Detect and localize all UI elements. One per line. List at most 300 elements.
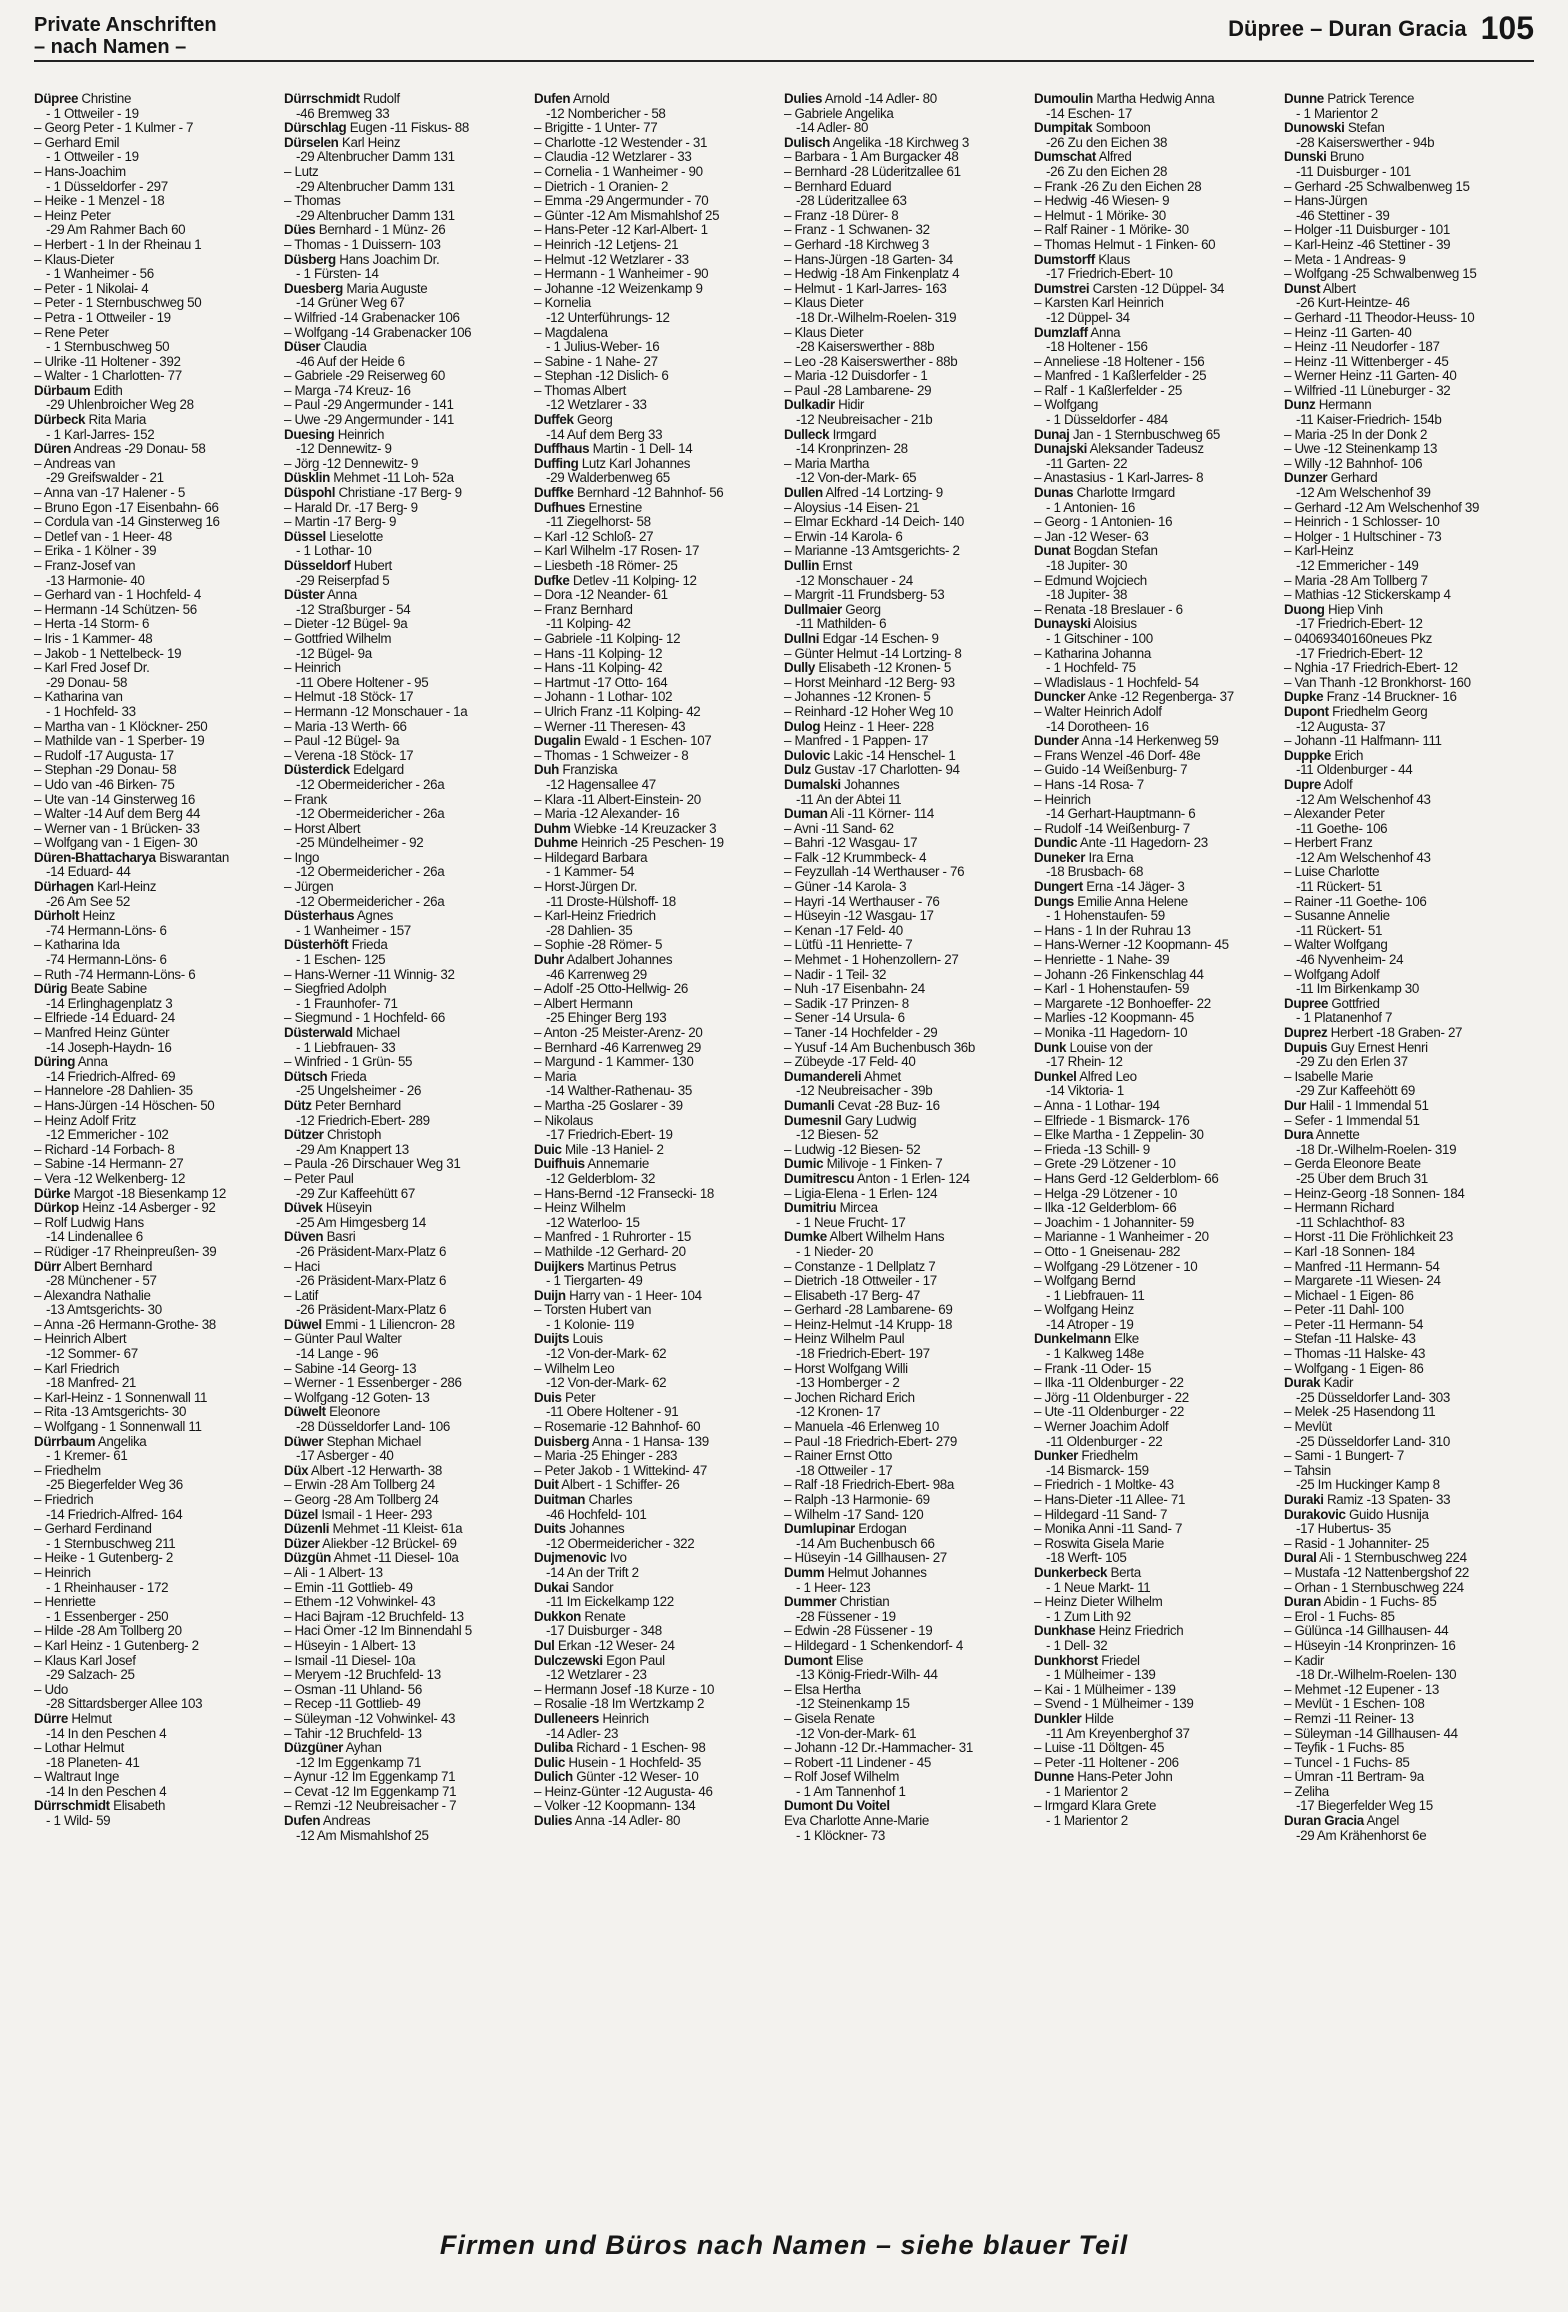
entry-details: Stephan Michael	[326, 1434, 422, 1449]
directory-entry	[784, 1201, 1030, 1216]
directory-entry	[534, 92, 780, 107]
directory-entry	[34, 836, 280, 851]
entry-details: – Luise Charlotte	[1284, 865, 1380, 880]
directory-entry	[284, 1493, 530, 1508]
directory-entry	[784, 836, 1030, 851]
surname: Dunder	[1034, 734, 1079, 749]
directory-entry	[1284, 1114, 1530, 1129]
directory-entry	[784, 617, 1030, 632]
entry-details: – Kai - 1 Mülheimer - 139	[1034, 1682, 1176, 1697]
entry-details: Somboon	[1095, 121, 1151, 136]
entry-details: -18 Ottweiler - 17	[796, 1463, 893, 1478]
directory-entry	[1034, 1055, 1280, 1070]
entry-details: Charlotte Irmgard	[1076, 486, 1175, 501]
directory-entry	[34, 1814, 280, 1829]
directory-entry	[1034, 1391, 1280, 1406]
directory-entry	[1284, 603, 1530, 618]
entry-details: Ernst	[822, 559, 852, 573]
entry-details: – Margrit -11 Frundsberg- 53	[784, 588, 945, 603]
directory-entry	[284, 442, 530, 457]
entry-details: – Hermann -14 Schützen- 56	[34, 602, 197, 617]
entry-details: -12 Obermeidericher - 322	[546, 1536, 695, 1551]
directory-entry	[1284, 515, 1530, 530]
entry-details: Heinz	[82, 909, 116, 924]
directory-entry	[34, 676, 280, 691]
entry-details: – Latif	[284, 1288, 319, 1303]
directory-entry	[534, 938, 780, 953]
directory-entry	[284, 1303, 530, 1318]
directory-entry	[1034, 1405, 1280, 1420]
directory-entry	[534, 180, 780, 195]
directory-entry	[784, 1697, 1030, 1712]
directory-entry	[284, 1697, 530, 1712]
directory-entry	[284, 238, 530, 253]
directory-entry	[1034, 471, 1280, 486]
entry-details: – Hüseyin -14 Kronprinzen- 16	[1284, 1638, 1456, 1653]
directory-entry	[534, 311, 780, 326]
entry-details: – Ute -11 Oldenburger - 22	[1034, 1405, 1184, 1420]
directory-entry	[1034, 92, 1280, 107]
directory-entry	[284, 209, 530, 224]
section-title-line2: – nach Namen –	[34, 36, 187, 58]
directory-entry	[784, 515, 1030, 530]
entry-details: Erdogan	[858, 1522, 907, 1537]
entry-details: -14 Atroper - 19	[1046, 1317, 1134, 1332]
surname: Dunayski	[1034, 617, 1091, 632]
surname: Dufen	[284, 1814, 321, 1829]
entry-details: – Bernhard -28 Lüderitzallee 61	[784, 164, 961, 179]
directory-entry	[284, 1376, 530, 1391]
entry-details: -14 Erlinghagenplatz 3	[46, 996, 173, 1011]
entry-details: – Hüseyin -12 Wasgau- 17	[784, 909, 934, 924]
entry-details: -18 Jupiter- 38	[1046, 588, 1128, 603]
directory-entry	[534, 1537, 780, 1552]
directory-entry	[534, 1697, 780, 1712]
surname: Dulczewski	[534, 1653, 603, 1668]
surname: Duhm	[534, 821, 571, 836]
entry-details: Bernhard -12 Bahnhof- 56	[576, 486, 724, 501]
directory-entry	[1284, 369, 1530, 384]
surname: Dunker	[1034, 1449, 1079, 1464]
entry-details: -28 Dahlien- 35	[546, 923, 633, 938]
directory-entry	[784, 1435, 1030, 1450]
entry-details: – Ali - 1 Albert- 13	[284, 1565, 383, 1580]
directory-entry	[34, 1114, 280, 1129]
directory-entry	[534, 1011, 780, 1026]
entry-details: - 1 Mülheimer - 139	[1046, 1668, 1156, 1683]
directory-entry	[34, 909, 280, 924]
directory-entry	[1284, 836, 1530, 851]
entry-details: -29 Am Knappert 13	[296, 1142, 409, 1157]
entry-details: Egon Paul	[606, 1653, 665, 1668]
directory-entry	[534, 1157, 780, 1172]
entry-details: – Peter - 1 Sternbuschweg 50	[34, 296, 202, 311]
directory-entry	[534, 705, 780, 720]
entry-details: Charles	[588, 1493, 633, 1507]
directory-entry	[284, 647, 530, 662]
entry-details: – Mevlüt - 1 Eschen- 108	[1284, 1697, 1425, 1712]
entry-details: -12 Obermeidericher - 26a	[296, 865, 445, 880]
surname: Düser	[284, 340, 321, 355]
directory-entry	[534, 1610, 780, 1625]
directory-entry	[784, 1522, 1030, 1537]
entry-details: – Wolfgang van - 1 Eigen- 30	[34, 836, 198, 851]
directory-entry	[534, 1449, 780, 1464]
entry-details: - 1 Ottweiler - 19	[46, 106, 139, 121]
directory-entry	[784, 778, 1030, 793]
directory-entry	[1284, 486, 1530, 501]
directory-entry	[784, 1128, 1030, 1143]
surname: Duijkers	[534, 1259, 585, 1274]
directory-entry	[34, 1595, 280, 1610]
surname: Duhme	[534, 836, 578, 851]
entry-details: -25 Ungelsheimer - 26	[296, 1084, 422, 1099]
entry-details: – Osman -11 Uhland- 56	[284, 1682, 422, 1697]
directory-entry	[1284, 924, 1530, 939]
entry-details: – Margarete -12 Bonhoeffer- 22	[1034, 996, 1211, 1011]
entry-details: – Frieda -13 Schill- 9	[1034, 1142, 1150, 1157]
entry-details: – Hedwig -46 Wiesen- 9	[1034, 194, 1170, 209]
directory-entry	[1284, 1376, 1530, 1391]
surname: Dunski	[1284, 150, 1327, 165]
directory-entry	[34, 282, 280, 297]
entry-details: – Ralf - 1 Kaßlerfelder - 25	[1034, 383, 1182, 398]
entry-details: Georg	[576, 413, 613, 428]
directory-entry	[284, 136, 530, 151]
entry-details: -17 Friedrich-Ebert- 12	[1296, 646, 1423, 661]
directory-entry	[534, 501, 780, 516]
directory-entry	[784, 1260, 1030, 1275]
surname: Dunowski	[1284, 121, 1345, 136]
entry-details: – Hans-Jürgen	[1284, 194, 1368, 209]
entry-details: -12 Am Welschenhof 43	[1296, 850, 1431, 865]
directory-entry	[284, 1230, 530, 1245]
entry-details: -11 Im Eickelkamp 122	[546, 1595, 674, 1610]
directory-entry	[1034, 632, 1280, 647]
directory-entry	[34, 1449, 280, 1464]
directory-entry	[34, 1143, 280, 1158]
directory-entry	[784, 1391, 1030, 1406]
directory-entry	[284, 880, 530, 895]
directory-entry	[534, 1624, 780, 1639]
directory-entry	[784, 384, 1030, 399]
entry-details: Emilie Anna Helene	[1077, 894, 1188, 909]
directory-entry	[534, 603, 780, 618]
surname: Dürr	[34, 1259, 61, 1274]
entry-details: – Gülünca -14 Gillhausen- 44	[1284, 1624, 1449, 1639]
entry-details: – Walter Wolfgang	[1284, 938, 1388, 953]
entry-details: – Hermann - 1 Wanheimer - 90	[534, 267, 709, 282]
entry-details: – Werner van - 1 Brücken- 33	[34, 821, 200, 836]
directory-entry	[34, 1420, 280, 1435]
directory-entry	[534, 1420, 780, 1435]
directory-entry	[284, 851, 530, 866]
directory-entry	[1284, 1581, 1530, 1596]
entry-details: – Detlef van - 1 Heer- 48	[34, 529, 172, 544]
entry-details: Heinrich	[337, 427, 385, 442]
directory-entry	[1034, 1260, 1280, 1275]
entry-details: -11 Obere Holtener - 91	[546, 1405, 679, 1420]
directory-entry	[534, 194, 780, 209]
directory-entry	[34, 661, 280, 676]
entry-details: – Karl Fred Josef Dr.	[34, 661, 150, 676]
directory-entry	[284, 107, 530, 122]
entry-details: – Herbert Franz	[1284, 836, 1373, 851]
entry-details: Biswarantan	[159, 850, 229, 865]
entry-details: -11 Mathilden- 6	[796, 617, 887, 632]
directory-entry	[284, 1070, 530, 1085]
entry-details: – Gerda Eleonore Beate	[1284, 1157, 1421, 1172]
directory-entry	[534, 150, 780, 165]
directory-entry	[784, 150, 1030, 165]
entry-details: Aliekber -12 Brückel- 69	[322, 1536, 457, 1551]
entry-details: Annemarie	[587, 1157, 650, 1172]
entry-details: – Remzi -12 Neubreisacher - 7	[284, 1799, 457, 1814]
entry-details: – Gottfried Wilhelm	[284, 631, 392, 646]
entry-details: – Mathilde -12 Gerhard- 20	[534, 1244, 686, 1259]
entry-details: -18 Holtener - 156	[1046, 340, 1148, 355]
surname: Duppke	[1284, 748, 1332, 763]
entry-details: Detlev -11 Kolping- 12	[572, 573, 697, 588]
entry-details: – Nuh -17 Eisenbahn- 24	[784, 982, 925, 997]
directory-entry	[784, 953, 1030, 968]
entry-details: - 1 Hochfeld- 75	[1046, 661, 1136, 676]
directory-entry	[284, 428, 530, 443]
directory-entry	[784, 1829, 1030, 1844]
directory-entry	[784, 340, 1030, 355]
directory-entry	[284, 1420, 530, 1435]
entry-details: -26 Zu den Eichen 38	[1046, 135, 1168, 150]
entry-details: – Hüseyin -14 Gillhausen- 27	[784, 1551, 947, 1566]
entry-details: – Horst Wolfgang Willi	[784, 1361, 908, 1376]
entry-details: – Thomas - 1 Schweizer - 8	[534, 748, 689, 763]
directory-entry	[534, 953, 780, 968]
entry-details: -29 Altenbrucher Damm 131	[296, 150, 455, 165]
directory-entry	[1284, 982, 1530, 997]
directory-entry	[784, 1216, 1030, 1231]
entry-details: – Gerhard -12 Am Welschenhof 39	[1284, 500, 1480, 515]
entry-details: – Johannes -12 Kronen- 5	[784, 690, 931, 705]
directory-entry	[1284, 1756, 1530, 1771]
entry-details: - 1 Eschen- 125	[296, 953, 386, 968]
surname: Dungs	[1034, 894, 1074, 909]
entry-details: – Sener -14 Ursula- 6	[784, 1011, 905, 1026]
entry-details: – Gerhard -28 Lambarene- 69	[784, 1303, 953, 1318]
entry-details: – Maria -12 Alexander- 16	[534, 807, 680, 822]
entry-details: – Frank	[284, 792, 327, 807]
entry-details: -12 Kronen- 17	[796, 1405, 881, 1420]
entry-details: Karl Heinz	[341, 135, 401, 150]
directory-entry	[534, 1756, 780, 1771]
entry-details: – Frank -26 Zu den Eichen 28	[1034, 179, 1202, 194]
entry-details: -14 Grüner Weg 67	[296, 296, 405, 311]
entry-details: Alfred -14 Lortzing- 9	[825, 486, 943, 501]
entry-details: – Johann -12 Dr.-Hammacher- 31	[784, 1741, 973, 1756]
entry-details: Anna - 1 Hansa- 139	[591, 1434, 709, 1449]
entry-details: Gary Ludwig	[844, 1113, 917, 1128]
entry-details: -12 Waterloo- 15	[546, 1215, 640, 1230]
entry-details: – Sabine -14 Hermann- 27	[34, 1157, 184, 1172]
directory-entry	[34, 180, 280, 195]
directory-entry	[1284, 763, 1530, 778]
directory-entry	[784, 107, 1030, 122]
entry-details: – Edwin -28 Füssener - 19	[784, 1624, 933, 1639]
surname: Dumm	[784, 1565, 825, 1580]
directory-entry	[534, 734, 780, 749]
entry-details: – Thomas	[284, 194, 341, 209]
directory-entry	[34, 734, 280, 749]
surname: Dunat	[1034, 544, 1071, 559]
entry-details: – Johann -26 Finkenschlag 44	[1034, 967, 1204, 982]
directory-entry	[34, 1478, 280, 1493]
directory-entry	[1284, 1624, 1530, 1639]
directory-entry	[34, 1128, 280, 1143]
directory-entry	[1284, 238, 1530, 253]
directory-entry	[1034, 1493, 1280, 1508]
directory-entry	[534, 355, 780, 370]
entry-details: – Constanze - 1 Dellplatz 7	[784, 1259, 936, 1274]
directory-entry	[34, 150, 280, 165]
directory-entry	[34, 1391, 280, 1406]
directory-entry	[784, 705, 1030, 720]
entry-details: - 1 Ottweiler - 19	[46, 150, 139, 165]
entry-details: – Gerhard Ferdinand	[34, 1522, 152, 1537]
directory-entry	[284, 632, 530, 647]
directory-entry	[34, 1362, 280, 1377]
entry-details: -12 Steinenkamp 15	[796, 1697, 910, 1712]
directory-entry	[534, 1318, 780, 1333]
directory-entry	[784, 457, 1030, 472]
entry-details: – Horst-Jürgen Dr.	[534, 880, 638, 895]
directory-entry	[1284, 398, 1530, 413]
directory-entry	[784, 428, 1030, 443]
entry-details: - 1 Essenberger - 250	[46, 1609, 169, 1624]
directory-entry	[534, 632, 780, 647]
surname: Dürhagen	[34, 880, 94, 895]
entry-details: Lakic -14 Henschel- 1	[833, 748, 956, 763]
entry-details: - 1 Liebfrauen- 11	[1046, 1288, 1145, 1303]
directory-entry	[1284, 457, 1530, 472]
directory-entry	[1034, 953, 1280, 968]
surname: Duran	[1284, 1595, 1321, 1610]
entry-details: - 1 Marientor 2	[1046, 1814, 1128, 1829]
surname: Düwelt	[284, 1405, 326, 1420]
directory-entry	[534, 1770, 780, 1785]
directory-entry	[284, 574, 530, 589]
directory-entry	[284, 1128, 530, 1143]
entry-details: – Henriette - 1 Nahe- 39	[1034, 953, 1170, 968]
entry-details: – Aynur -12 Im Eggenkamp 71	[284, 1770, 456, 1785]
entry-details: -12 Obermeidericher - 26a	[296, 777, 445, 792]
directory-entry	[34, 1230, 280, 1245]
directory-entry	[284, 1770, 530, 1785]
directory-entry	[284, 1508, 530, 1523]
entry-details: – Georg -28 Am Tollberg 24	[284, 1493, 439, 1507]
entry-details: Albert Wilhelm Hans	[829, 1230, 945, 1245]
directory-entry	[284, 1624, 530, 1639]
entry-details: Ernestine	[588, 500, 642, 515]
entry-details: -17 Friedrich-Ebert- 12	[1296, 617, 1423, 632]
entry-details: – Ligia-Elena - 1 Erlen- 124	[784, 1186, 938, 1201]
entry-details: Hans Joachim Dr.	[339, 252, 440, 267]
surname: Dulleck	[784, 427, 830, 442]
directory-entry	[1284, 209, 1530, 224]
directory-entry	[1034, 1084, 1280, 1099]
entry-details: Helmut	[71, 1711, 112, 1726]
surname: Dulz	[784, 763, 811, 778]
entry-details: Bogdan Stefan	[1073, 544, 1158, 559]
entry-details: – Cordula van -14 Ginsterweg 16	[34, 515, 220, 530]
surname: Düsterhaus	[284, 909, 355, 924]
directory-entry	[1284, 1478, 1530, 1493]
directory-entry	[1284, 165, 1530, 180]
directory-entry	[784, 1332, 1030, 1347]
directory-entry	[284, 1011, 530, 1026]
entry-details: Gerhard	[1330, 471, 1378, 486]
entry-details: -18 Dr.-Wilhelm-Roelen- 319	[796, 310, 957, 325]
surname: Dumanli	[784, 1098, 835, 1113]
entry-details: -14 Gerhart-Hauptmann- 6	[1046, 807, 1196, 822]
directory-entry	[1284, 530, 1530, 545]
entry-details: – Udo	[34, 1682, 68, 1697]
directory-entry	[534, 223, 780, 238]
directory-entry	[1034, 1420, 1280, 1435]
directory-entry	[1284, 1493, 1530, 1508]
directory-entry	[1034, 1581, 1280, 1596]
entry-details: Alfred	[1098, 150, 1132, 165]
entry-details: Anna	[326, 588, 357, 603]
directory-entry	[284, 734, 530, 749]
entry-details: Maria Auguste	[346, 281, 428, 296]
directory-entry	[34, 413, 280, 428]
entry-details: – Siegfried Adolph	[284, 982, 387, 997]
entry-details: – Katharina Ida	[34, 938, 120, 953]
directory-entry	[534, 136, 780, 151]
directory-entry	[534, 574, 780, 589]
entry-details: -29 Donau- 58	[46, 675, 128, 690]
directory-entry	[1034, 1712, 1280, 1727]
directory-entry	[1034, 1799, 1280, 1814]
directory-entry	[534, 909, 780, 924]
entry-details: – Avni -11 Sand- 62	[784, 821, 894, 836]
directory-entry	[784, 1070, 1030, 1085]
entry-details: – Karsten Karl Heinrich	[1034, 296, 1164, 311]
entry-details: Richard - 1 Eschen- 98	[576, 1741, 706, 1756]
directory-entry	[784, 1478, 1030, 1493]
directory-entry	[34, 1551, 280, 1566]
directory-entry	[34, 924, 280, 939]
entry-details: – Günter Helmut -14 Lortzing- 8	[784, 646, 962, 661]
entry-details: Michael	[356, 1026, 400, 1040]
entry-details: – Ralf Rainer - 1 Mörike- 30	[1034, 223, 1189, 238]
directory-entry	[284, 982, 530, 997]
directory-entry	[284, 909, 530, 924]
directory-entry	[34, 647, 280, 662]
directory-entry	[284, 1055, 530, 1070]
directory-entry	[534, 1478, 780, 1493]
directory-entry	[34, 1055, 280, 1070]
directory-entry	[34, 1376, 280, 1391]
entry-details: – Paul -28 Lambarene- 29	[784, 383, 932, 398]
surname: Duran Gracia	[1284, 1814, 1364, 1829]
entry-details: – Johann - 1 Lothar- 102	[534, 690, 673, 705]
entry-details: Louise von der	[1069, 1040, 1153, 1055]
surname: Dumitrescu	[784, 1171, 855, 1186]
directory-entry	[534, 982, 780, 997]
directory-entry	[784, 1595, 1030, 1610]
directory-entry	[284, 1581, 530, 1596]
directory-entry	[534, 1551, 780, 1566]
